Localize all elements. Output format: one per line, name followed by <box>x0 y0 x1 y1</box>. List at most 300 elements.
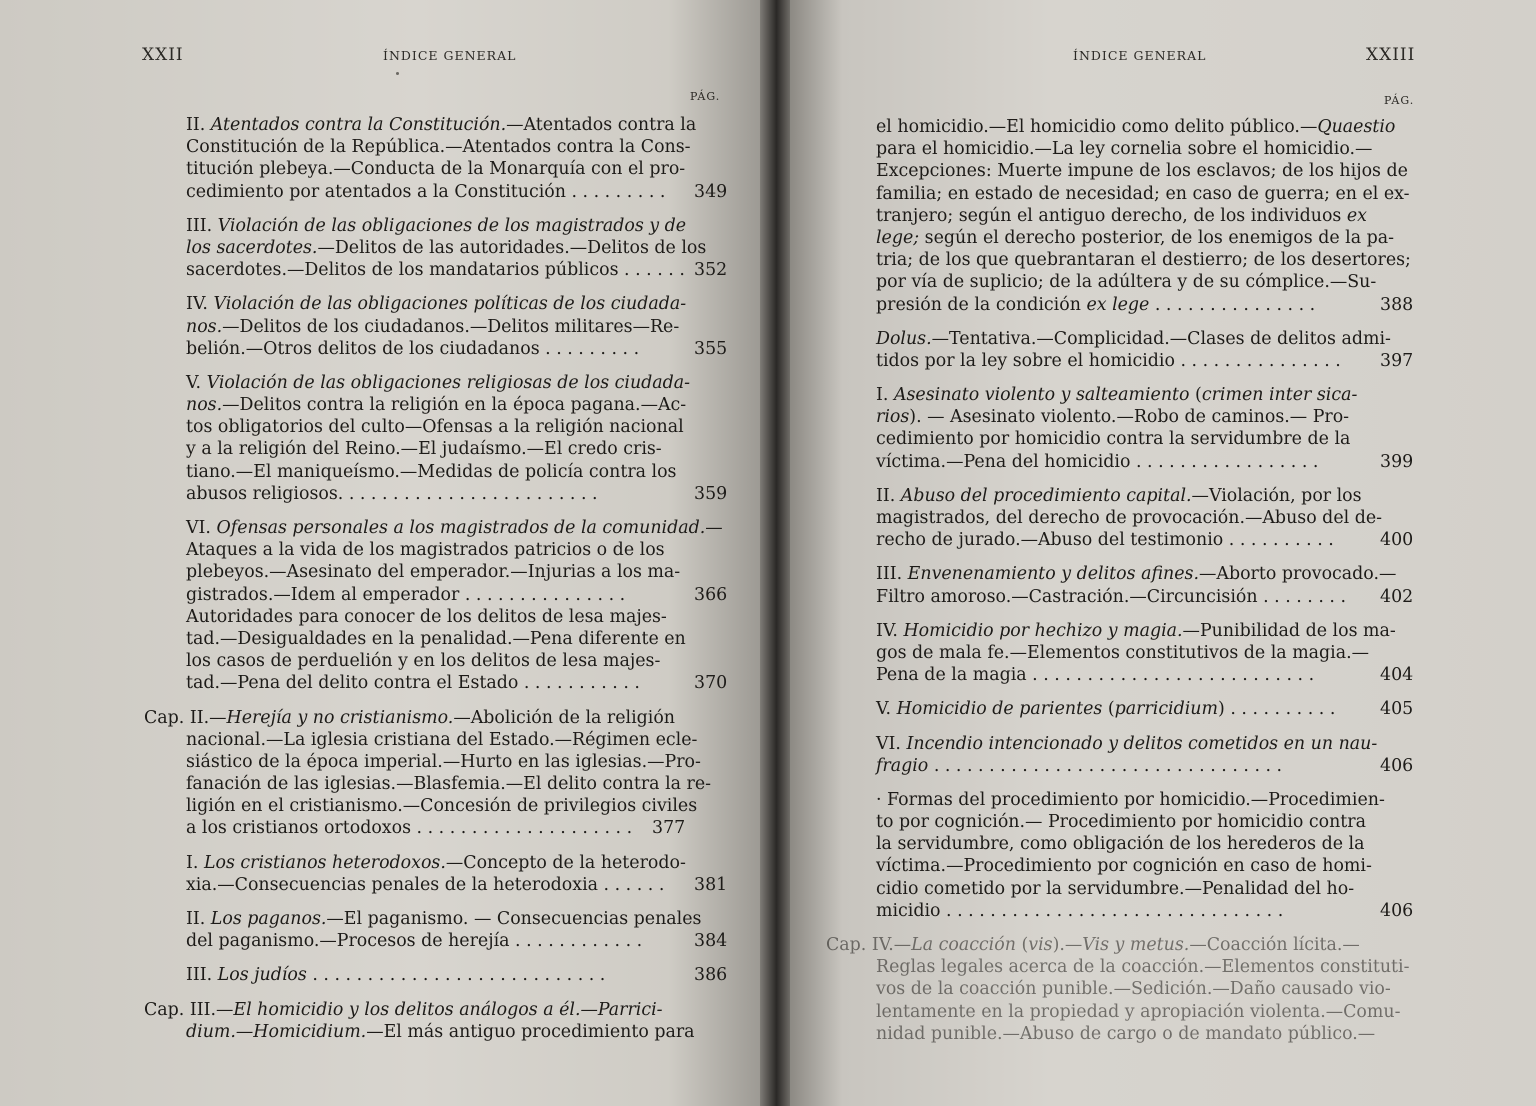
toc-line-text <box>876 161 1408 181</box>
toc-line <box>876 205 1367 227</box>
toc-line <box>186 930 728 952</box>
page-reference: 355 <box>694 338 728 359</box>
roman-text: tos obligatorios del culto—Ofensas a la religión nacional <box>186 417 684 438</box>
toc-line <box>876 451 1414 473</box>
toc-line <box>144 729 698 751</box>
roman-text: tiano.—El maniqueísmo.—Medidas de policía contra los <box>186 461 677 482</box>
italic-text: Vis y metus. <box>1082 935 1190 955</box>
roman-text: . . . . . . . . . . . . . . . . . . . . . . . . . . . . . . . . <box>928 755 1283 776</box>
page-reference: 399 <box>1380 451 1414 472</box>
toc-line-text <box>876 407 1349 427</box>
toc-entry <box>876 620 1414 687</box>
roman-text: VI. <box>186 518 217 538</box>
roman-text: ligión en el cristianismo.—Concesión de privilegios civiles <box>186 796 698 817</box>
toc-line <box>186 852 686 874</box>
toc-line-text <box>876 734 1377 754</box>
toc-line <box>876 507 1383 529</box>
page-number: XXII <box>142 45 184 65</box>
roman-text: —Delitos de las autoridades.—Delitos de los <box>317 237 707 258</box>
roman-text: —Abolición de la religión <box>453 707 676 728</box>
toc-line <box>826 934 1364 956</box>
toc-line-text <box>186 462 676 482</box>
roman-text: cedimiento por homicidio contra la servidumbre de la <box>876 429 1351 450</box>
toc-line <box>144 773 712 795</box>
italic-text: nos. <box>186 395 223 416</box>
toc-line-text <box>826 935 1360 955</box>
toc-line-text <box>186 238 706 258</box>
toc-line-text <box>876 508 1382 528</box>
toc-line-text <box>186 294 686 314</box>
toc-line-text <box>144 708 675 728</box>
italic-text: Los cristianos heterodoxos. <box>203 852 446 873</box>
page-reference: 377 <box>652 818 686 839</box>
toc-line-text <box>186 518 723 538</box>
roman-text: por vía de suplicio; de la adúltera y de su cómplice.—Su- <box>876 272 1377 293</box>
italic-text: dium.—Homicidium. <box>186 1021 367 1042</box>
toc-line <box>876 733 1378 755</box>
toc-line-text <box>186 673 640 693</box>
roman-text: Cap. IV.— <box>826 935 912 955</box>
italic-text: parricidium <box>1114 699 1219 720</box>
roman-text: plebeyos.—Asesinato del emperador.—Injurias a los ma- <box>186 562 681 583</box>
toc-line-text <box>186 182 665 202</box>
toc-line-text <box>876 250 1411 270</box>
roman-text: a los cristianos ortodoxos . . . . . . . . . . . . . . . . . . . . <box>186 818 633 839</box>
roman-text: tranjero; según el antiguo derecho, de los individuos <box>876 205 1347 226</box>
toc-line <box>186 259 728 281</box>
toc-line <box>876 384 1364 406</box>
page-column-label: PÁG. <box>1384 94 1415 107</box>
toc-line <box>876 900 1414 922</box>
italic-text: Asesinato violento y salteamiento <box>893 385 1190 406</box>
toc-line <box>876 271 1377 293</box>
italic-text: vis <box>1028 935 1053 955</box>
toc-line <box>876 183 1410 205</box>
toc-line-text <box>186 373 690 393</box>
italic-text: Violación de las obligaciones religiosas de los ciudada- <box>206 372 691 393</box>
roman-text: Reglas legales acerca de la coacción.—Elementos constituti- <box>876 957 1410 978</box>
toc-line-text <box>186 965 605 985</box>
roman-text: ( <box>1102 699 1115 720</box>
italic-text: Envenenamiento y delitos afines. <box>907 564 1199 585</box>
toc-line-text <box>876 879 1354 899</box>
roman-text: Cap. III.— <box>144 999 234 1020</box>
roman-text: tidos por la ley sobre el homicidio . . . . . . . . . . . . . . . <box>876 350 1341 371</box>
italic-text: Homicidio por hechizo y magia. <box>903 620 1183 641</box>
toc-line <box>876 642 1370 664</box>
toc-line <box>876 563 1397 585</box>
roman-text: presión de la condición <box>876 294 1087 315</box>
toc-line <box>876 755 1414 777</box>
roman-text: Ataques a la vida de los magistrados patricios o de los <box>186 540 665 561</box>
roman-text: —Concepto de la heterodo- <box>445 852 686 873</box>
roman-text: . . . . . . . . . . . . . . . <box>1149 294 1316 315</box>
roman-text: fanación de las iglesias.—Blasfemia.—El delito contra la re- <box>186 774 712 795</box>
toc-line-text <box>144 1000 663 1020</box>
toc-entry <box>186 114 728 203</box>
toc-line <box>876 116 1396 138</box>
toc-line <box>186 517 723 539</box>
toc-line <box>876 833 1364 855</box>
roman-text: tria; de los que quebrantaran el destierro; de los desertores; <box>876 250 1411 271</box>
toc-line-text <box>186 339 639 359</box>
roman-text: los casos de perduelión y en los delitos de lesa majes- <box>186 651 661 672</box>
roman-text: tad.—Pena del delito contra el Estado . . . . . . . . . . . <box>186 673 640 694</box>
roman-text: xia.—Consecuencias penales de la heterodoxia . . . . . . <box>186 874 665 895</box>
roman-text: gistrados.—Idem al emperador . . . . . . . . . . . . . . . <box>186 584 626 605</box>
roman-text: —Punibilidad de los ma- <box>1182 620 1396 641</box>
roman-text: nacional.—La iglesia cristiana del Estado.—Régimen ecle- <box>186 729 698 750</box>
italic-text: Ofensas personales a los magistrados de la comunidad. <box>216 518 706 538</box>
table-of-contents <box>826 116 1414 1057</box>
toc-line-text <box>876 351 1341 371</box>
toc-line <box>186 584 728 606</box>
toc-line-text <box>186 774 711 794</box>
toc-line-text <box>186 931 642 951</box>
toc-line-text <box>876 139 1372 159</box>
toc-line-text <box>876 1024 1375 1044</box>
roman-text: IV. <box>876 620 904 641</box>
toc-line-text <box>876 329 1391 349</box>
toc-entry <box>876 733 1414 777</box>
roman-text: II. <box>876 485 901 506</box>
toc-line <box>826 956 1410 978</box>
roman-text: . . . . . . . . . . . . . . . . . . . . . . . . . . . <box>306 965 606 986</box>
toc-line <box>876 620 1396 642</box>
toc-line <box>186 908 702 930</box>
page-reference: 404 <box>1380 665 1414 686</box>
toc-line <box>186 438 671 460</box>
italic-text: Atentados contra la Constitución. <box>210 115 507 135</box>
toc-line-text <box>876 901 1283 921</box>
roman-text: ( <box>1189 385 1202 406</box>
roman-text: III. <box>186 215 218 236</box>
toc-line-text <box>186 439 662 459</box>
toc-line-text <box>876 643 1369 663</box>
roman-text: ).— <box>1052 935 1083 955</box>
roman-text: —Atentados contra la <box>506 115 697 135</box>
toc-line-text <box>876 979 1391 999</box>
toc-line <box>186 561 681 583</box>
roman-text: II. <box>186 909 211 929</box>
left-page <box>0 0 760 1106</box>
italic-text: Violación de las obligaciones de los magistrados y de <box>217 215 687 236</box>
roman-text: Constitución de la República.—Atentados contra la Cons- <box>186 137 691 158</box>
roman-text: la servidumbre, como obligación de los herederos de la <box>876 834 1365 855</box>
roman-text: ( <box>1015 935 1029 955</box>
toc-line <box>186 237 707 259</box>
roman-text: micidio . . . . . . . . . . . . . . . . . . . . . . . . . . . . . . . <box>876 900 1284 921</box>
page-reference: 405 <box>1380 699 1414 720</box>
toc-line <box>876 878 1364 900</box>
italic-text: Incendio intencionado y delitos cometidos en un nau- <box>906 733 1378 754</box>
toc-line-text <box>186 137 691 157</box>
italic-text: los sacerdotes. <box>186 237 318 258</box>
toc-line <box>186 114 697 136</box>
roman-text: II. <box>186 115 211 135</box>
italic-text: Abuso del procedimiento capital. <box>900 485 1192 506</box>
toc-line-text <box>186 317 679 337</box>
roman-text: víctima.—Procedimiento por cognición en caso de homi- <box>876 856 1372 877</box>
toc-line-text <box>186 562 680 582</box>
toc-line-text <box>876 1002 1400 1022</box>
toc-line-text <box>186 909 701 929</box>
toc-line <box>186 372 691 394</box>
roman-text: Excepciones: Muerte impune de los esclavos; de los hijos de <box>876 161 1408 182</box>
toc-entry <box>186 908 728 952</box>
page-reference: 384 <box>694 931 728 952</box>
toc-entry <box>876 116 1414 316</box>
toc-line-text <box>876 957 1409 977</box>
roman-text: —Aborto provocado.— <box>1199 564 1397 585</box>
roman-text: gos de mala fe.—Elementos constitutivos de la magia.— <box>876 642 1370 663</box>
toc-entry <box>186 293 728 360</box>
toc-line <box>186 672 728 694</box>
page-column-label: PÁG. <box>690 90 721 103</box>
toc-line-text <box>876 564 1396 584</box>
roman-text: cedimiento por atentados a la Constitución . . . . . . . . . <box>186 181 666 202</box>
toc-line <box>144 751 701 773</box>
chapter-entry <box>144 707 712 840</box>
roman-text: magistrados, del derecho de provocación.—Abuso del de- <box>876 508 1383 528</box>
toc-entry <box>186 852 728 896</box>
italic-text: Quaestio <box>1317 117 1396 137</box>
page-reference: 406 <box>1380 755 1414 776</box>
roman-text: y a la religión del Reino.—El judaísmo.—El credo cris- <box>186 439 662 460</box>
toc-line-text <box>186 540 665 560</box>
toc-line <box>186 338 728 360</box>
italic-text: Violación de las obligaciones políticas de los ciudada- <box>213 294 687 315</box>
toc-line <box>186 394 687 416</box>
toc-line <box>144 1021 695 1043</box>
italic-text: rios <box>876 407 910 428</box>
roman-text: Filtro amoroso.—Castración.—Circuncisión . . . . . . . . <box>876 586 1346 607</box>
roman-text: tad.—Desigualdades en la penalidad.—Pena diferente en <box>186 628 686 649</box>
toc-entry <box>186 372 728 505</box>
roman-text: Cap. II.— <box>144 707 227 728</box>
toc-line <box>186 293 687 315</box>
roman-text: —El paganismo. — Consecuencias penales <box>326 909 702 929</box>
toc-line <box>186 416 684 438</box>
toc-line-text <box>876 621 1396 641</box>
toc-line <box>876 160 1408 182</box>
italic-text: La coacción <box>911 935 1016 955</box>
toc-entry <box>876 563 1414 607</box>
toc-line <box>876 789 1385 811</box>
roman-text: abusos religiosos. . . . . . . . . . . . . . . . . . . . . . . . <box>186 483 598 504</box>
roman-text: según el derecho posterior, de los enemigos de la pa- <box>919 227 1395 248</box>
toc-entry <box>876 328 1414 372</box>
page-reference: 400 <box>1380 530 1414 551</box>
toc-entry <box>876 698 1414 720</box>
page-reference: 406 <box>1380 900 1414 921</box>
toc-line <box>186 650 671 672</box>
toc-line-text <box>876 665 1314 685</box>
toc-line <box>876 529 1414 551</box>
page-reference: 366 <box>694 584 728 605</box>
toc-line-text <box>876 699 1335 719</box>
roman-text: del paganismo.—Procesos de herejía . . . . . . . . . . . . <box>186 931 643 952</box>
toc-line <box>144 999 671 1021</box>
book-gutter <box>760 0 790 1106</box>
toc-line <box>186 461 677 483</box>
italic-text: crimen inter sica- <box>1201 385 1358 406</box>
page-reference: 349 <box>694 181 728 202</box>
toc-line <box>826 1023 1376 1045</box>
roman-text: IV. <box>186 294 214 315</box>
page-reference: 402 <box>1380 586 1414 607</box>
roman-text: III. <box>186 965 218 986</box>
page-reference: 397 <box>1380 350 1414 371</box>
roman-text: —Tentativa.—Complicidad.—Clases de delitos admi- <box>931 328 1391 349</box>
italic-text: El homicidio y los delitos análogos a él.—Parrici- <box>233 999 663 1020</box>
toc-line <box>876 138 1373 160</box>
roman-text: siástico de la época imperial.—Hurto en las iglesias.—Pro- <box>186 751 701 772</box>
page-reference: 381 <box>694 874 728 895</box>
toc-line <box>876 227 1395 249</box>
toc-line-text <box>186 796 697 816</box>
toc-line <box>876 485 1364 507</box>
toc-line-text <box>876 228 1394 248</box>
toc-line <box>186 628 686 650</box>
toc-line <box>826 1001 1401 1023</box>
toc-line <box>186 136 691 158</box>
toc-line-text <box>876 856 1372 876</box>
italic-text: Dolus. <box>876 328 932 349</box>
toc-line <box>186 606 671 628</box>
toc-line-text <box>876 184 1410 204</box>
toc-line <box>876 350 1414 372</box>
toc-entry <box>186 964 728 986</box>
roman-text: Pena de la magia . . . . . . . . . . . . . . . . . . . . . . . . . . <box>876 665 1315 686</box>
toc-line-text <box>876 295 1315 315</box>
toc-line <box>186 964 728 986</box>
toc-line <box>186 483 728 505</box>
toc-line-text <box>876 486 1362 506</box>
roman-text: ). — Asesinato violento.—Robo de caminos.— Pro- <box>909 407 1350 428</box>
italic-text: Homicidio de parientes <box>896 699 1103 720</box>
italic-text: Los judíos <box>217 965 307 986</box>
toc-line-text <box>876 206 1367 226</box>
toc-line <box>144 795 698 817</box>
toc-line-text <box>186 1022 695 1042</box>
roman-text: ) . . . . . . . . . . <box>1218 699 1336 720</box>
running-head: ÍNDICE GENERAL <box>1073 48 1207 63</box>
roman-text: —Delitos de los ciudadanos.—Delitos militares—Re- <box>222 316 680 337</box>
toc-line-text <box>186 585 625 605</box>
toc-line-text <box>876 429 1350 449</box>
roman-text: lentamente en la propiedad y apropiación violenta.—Comu- <box>876 1001 1401 1022</box>
toc-line <box>186 181 728 203</box>
italic-text: ex lege <box>1086 294 1150 315</box>
roman-text: —Coacción lícita.— <box>1189 935 1360 955</box>
toc-line <box>876 586 1414 608</box>
toc-line <box>186 215 687 237</box>
roman-text: I. <box>876 385 894 406</box>
toc-entry <box>186 517 728 695</box>
roman-text: —Violación, por los <box>1191 485 1362 506</box>
roman-text: · Formas del procedimiento por homicidio.—Procedimien- <box>876 789 1385 810</box>
roman-text: III. <box>876 564 908 585</box>
toc-line-text <box>186 417 684 437</box>
roman-text: — <box>705 518 723 538</box>
toc-line <box>186 158 686 180</box>
toc-line-text <box>876 385 1357 405</box>
toc-line-text <box>876 452 1318 472</box>
toc-line-text <box>876 812 1366 832</box>
toc-line <box>144 707 676 729</box>
toc-line <box>876 406 1364 428</box>
roman-text: nidad punible.—Abuso de cargo o de mandato público.— <box>876 1023 1376 1044</box>
toc-line-text <box>186 818 632 838</box>
italic-text: lege; <box>876 227 920 248</box>
roman-text: vos de la coacción punible.—Sedición.—Daño causado vio- <box>876 979 1391 1000</box>
toc-entry <box>876 384 1414 473</box>
toc-entry <box>186 215 728 282</box>
roman-text: cidio cometido por la servidumbre.—Penalidad del ho- <box>876 878 1355 899</box>
roman-text: I. <box>186 852 204 873</box>
italic-text: nos. <box>186 316 223 337</box>
right-page <box>790 0 1536 1106</box>
italic-text: Los paganos. <box>210 909 327 929</box>
toc-line-text <box>186 115 696 135</box>
toc-line <box>876 294 1414 316</box>
toc-line-text <box>186 651 660 671</box>
italic-text: fragio <box>876 755 929 776</box>
toc-line <box>186 316 680 338</box>
roman-text: titución plebeya.—Conducta de la Monarquía con el pro- <box>186 159 686 180</box>
toc-line-text <box>876 530 1334 550</box>
toc-line-text <box>876 117 1395 137</box>
roman-text: —El más antiguo procedimiento para <box>366 1021 695 1042</box>
toc-line <box>876 428 1364 450</box>
toc-line-text <box>876 272 1376 292</box>
toc-entry <box>876 485 1414 552</box>
toc-line <box>876 855 1372 877</box>
toc-line <box>186 874 728 896</box>
toc-line-text <box>186 216 686 236</box>
page-reference: 370 <box>694 673 728 694</box>
toc-line-text <box>876 834 1365 854</box>
roman-text: —Delitos contra la religión en la época pagana.—Ac- <box>222 395 687 416</box>
roman-text: VI. <box>876 733 907 754</box>
toc-line-text <box>186 875 664 895</box>
page-number: XXIII <box>1366 45 1416 65</box>
chapter-entry <box>826 934 1410 1045</box>
toc-line-text <box>186 629 686 649</box>
roman-text: familia; en estado de necesidad; en caso de guerra; en el ex- <box>876 183 1410 204</box>
toc-line-text <box>186 853 686 873</box>
toc-line-text <box>876 756 1282 776</box>
roman-text: para el homicidio.—La ley cornelia sobre el homicidio.— <box>876 139 1373 160</box>
running-head: ÍNDICE GENERAL <box>383 48 517 63</box>
roman-text: víctima.—Pena del homicidio . . . . . . . . . . . . . . . . . <box>876 451 1319 472</box>
roman-text: recho de jurado.—Abuso del testimonio . . . . . . . . . . <box>876 530 1334 551</box>
ink-speck <box>396 72 399 75</box>
toc-line-text <box>186 395 686 415</box>
toc-entry <box>876 789 1414 922</box>
roman-text: sacerdotes.—Delitos de los mandatarios públicos . . . . . . <box>186 260 685 281</box>
toc-line-text <box>186 752 701 772</box>
page-reference: 386 <box>694 965 728 986</box>
toc-line-text <box>876 587 1346 607</box>
toc-line <box>826 978 1391 1000</box>
toc-line <box>876 249 1411 271</box>
roman-text: belión.—Otros delitos de los ciudadanos . . . . . . . . . <box>186 338 640 359</box>
page-reference: 352 <box>694 260 728 281</box>
italic-text: Herejía y no cristianismo. <box>226 707 454 728</box>
toc-line-text <box>186 260 685 280</box>
